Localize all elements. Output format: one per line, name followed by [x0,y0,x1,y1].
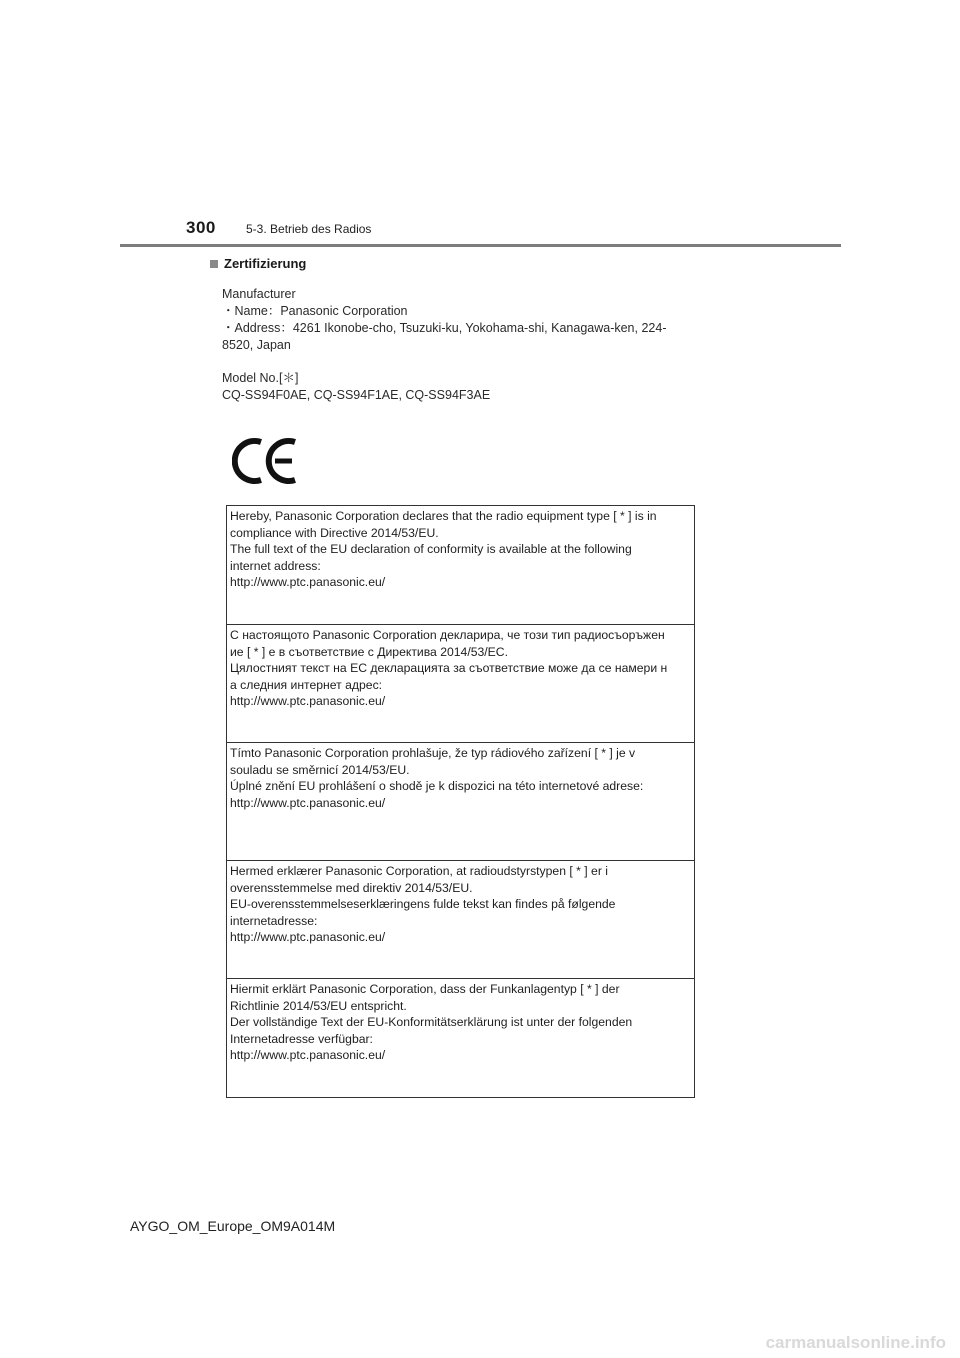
declaration-line: Hiermit erklärt Panasonic Corporation, dass der Funkanlagentyp [ * ] der [230,982,620,996]
declaration-line: compliance with Directive 2014/53/EU. [230,525,439,540]
declaration-line: http://www.ptc.panasonic.eu/ [230,1048,386,1062]
declaration-line: EU-overensstemmelseserklæringens fulde tekst kan findes på følgende [230,897,616,911]
declaration-line: internet address: [230,558,321,573]
declaration-line: Der vollständige Text der EU-Konformitätserklärung ist unter der folgenden [230,1015,633,1029]
declaration-line: Richtlinie 2014/53/EU entspricht. [230,998,407,1013]
declaration-cell-english [227,506,694,625]
declaration-line: Hereby, Panasonic Corporation declares that the radio equipment type [ * ] is in [230,509,657,523]
model-info [222,370,692,404]
ce-mark-icon [232,434,304,488]
heading-square-icon [210,260,218,268]
manufacturer-info [222,286,692,354]
manufacturer-label: Manufacturer [222,287,296,301]
declaration-line: Цялостният текст на ЕС декларацията за съответствие може да се намери н [230,661,668,675]
manufacturer-address-line2: 8520, Japan [222,338,291,352]
header-divider [120,244,841,247]
declaration-line: Hermed erklærer Panasonic Corporation, at radioudstyrstypen [ * ] er i [230,864,608,878]
declaration-line: overensstemmelse med direktiv 2014/53/EU. [230,880,473,895]
declaration-line: The full text of the EU declaration of conformity is available at the following [230,542,632,556]
declaration-line: souladu se směrnicí 2014/53/EU. [230,762,410,777]
page-number: 300 [186,218,216,237]
declaration-cell-bulgarian [227,625,694,743]
manufacturer-address-line1: ・Address：4261 Ikonobe-cho, Tsuzuki-ku, Yokohama-shi, Kanagawa-ken, 224- [222,321,667,335]
declaration-line: Internetadresse verfügbar: [230,1031,373,1046]
declaration-table [226,505,695,1098]
watermark: carmanualsonline.info [765,1333,946,1352]
declaration-line: internetadresse: [230,913,318,928]
section-heading [210,256,306,271]
heading-text: Zertifizierung [224,256,307,271]
section-title: 5-3. Betrieb des Radios [246,222,372,236]
manufacturer-name: ・Name：Panasonic Corporation [222,304,408,318]
document-code: AYGO_OM_Europe_OM9A014M [130,1218,336,1234]
declaration-line: http://www.ptc.panasonic.eu/ [230,795,386,810]
declaration-line: ие [ * ] е в съответствие с Директива 2014/53/ЕС. [230,644,508,659]
declaration-line: Úplné znění EU prohlášení o shodě je k dispozici na této internetové adrese: [230,779,644,793]
declaration-cell-german [227,979,694,1097]
model-numbers: CQ-SS94F0AE, CQ-SS94F1AE, CQ-SS94F3AE [222,388,491,402]
model-label: Model No.[＊] [222,371,299,385]
declaration-line: а следния интернет адрес: [230,677,383,692]
declaration-line: Tímto Panasonic Corporation prohlašuje, že typ rádiového zařízení [ * ] je v [230,746,636,760]
declaration-line: С настоящото Panasonic Corporation декларира, че този тип радиосъоръжен [230,628,665,642]
declaration-cell-danish [227,861,694,979]
declaration-line: http://www.ptc.panasonic.eu/ [230,575,386,589]
declaration-line: http://www.ptc.panasonic.eu/ [230,694,386,708]
declaration-line: http://www.ptc.panasonic.eu/ [230,930,386,944]
declaration-cell-czech [227,743,694,861]
